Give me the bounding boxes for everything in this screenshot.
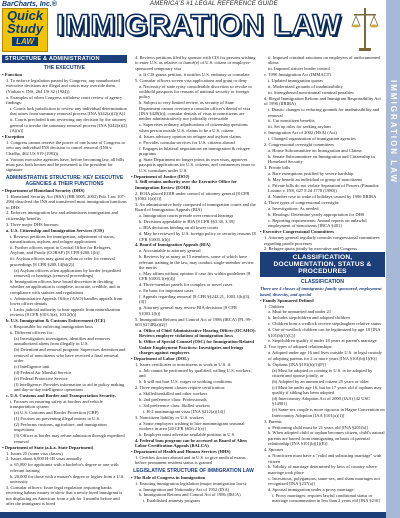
- text-line: iii. Imposed stricter border control: [268, 66, 330, 72]
- text-line: i. Responsible for enforcing immigration laws: [10, 324, 93, 330]
- text-line: d. Three-member panels for complex or novel cases: [139, 282, 233, 288]
- text-line: b. 2nd preference class: Professionals: [139, 396, 207, 402]
- text-line: b. U.S. Immigration & Customs Enforcement (ICE): [6, 318, 106, 324]
- text-line: b. Subject to very limited review, as security of State Department cannot overturn a consular officer's denial of visa [INA §428(b)]; consular denials of visas to noncitizens are neither administratively nor judicially reviewable: [139, 100, 251, 122]
- text-line: (2) Performs customs, agriculture, and immigration inspections: [14, 421, 107, 433]
- text-line: (3) Officer at border may refuse admission through expedited removal: [14, 433, 125, 444]
- text-line: i. Courts lack jurisdiction to review any individual determination that arises from summary removal process [INA §242(a)(2)(A)]: [10, 105, 127, 117]
- text-line: 2. Two types of adopted relationships:: [264, 344, 333, 350]
- text-line: b. Validity of marriage determined by laws of country where marriage took place: [268, 464, 377, 475]
- logo-word-1: Quick: [6, 8, 44, 23]
- text-line: 3. Private bills: [264, 165, 291, 171]
- text-line: 3. Three major DHS bureaus:: [6, 221, 60, 227]
- text-line: a. Various executive agencies have, before becoming law, all bills must pass both houses and be presented to the president for signature: [6, 156, 125, 173]
- text-line: i. Drastic changes to reducing grounds for inadmissibility and removal: [268, 107, 380, 118]
- text-line: ii. Different officers for:: [10, 329, 54, 335]
- text-line: • Executive Congressional Committees: [260, 229, 334, 235]
- text-line: b. Employer must advertise available position in U.S.: [139, 431, 236, 437]
- text-line: c. 3rd preference class: Skilled workers: [139, 402, 210, 408]
- text-line: i. Changed organization of immigration agencies: [268, 136, 356, 142]
- text-line: (d) Federal Air Marshal Service: [14, 369, 72, 375]
- text-line: 5. Consular officers screen visa applications and grant or deny: [135, 77, 248, 83]
- text-line: i. Focuses on ensuring safety at borders and vehicle transportation system: [10, 398, 103, 410]
- text-line: a. Accountable to attorney general: [139, 248, 201, 254]
- logo-law-badge: LAW: [12, 37, 38, 46]
- text-line: a. Job cannot be performed by qualified, willing U.S. workers; and: [139, 367, 252, 379]
- text-line: b. When adopted child or orphan becomes citizen, child's natural parents are barred from immigrating on basis of parental relationship [INA §101(b)(1)(E)]: [268, 430, 385, 447]
- text-line: 1. Children: [264, 303, 285, 309]
- text-line: a. Noncitizen must have a "valid and subsisting marriage" with citizen: [268, 453, 382, 464]
- section-heading: CLASSIFICATION, DOCUMENTATION, STATUS & PROCEDURES: [260, 252, 385, 277]
- logo-word-2: Study: [6, 21, 44, 36]
- text-line: • Department of Labor (DOL): [131, 356, 189, 362]
- text-line: (a) Must be adopted or coming to U.S. to be adopted by citizen and spouse jointly, or: [272, 367, 373, 378]
- text-line: e. Stepchildren qualify if under 18 years at parent's marriage: [268, 338, 377, 344]
- header: [0, 0, 400, 55]
- text-line: 1. Certifies doctors abroad and in U.S. to give medical exams before permanent resident status is granted: [135, 454, 246, 466]
- text-line: b. Office of Special Counsel (OSC) for Immigration-Related Unfair Employment Practices: Investigates and brings charges against employers: [139, 339, 254, 356]
- publisher-brand: BarCharts, Inc.®: [2, 1, 57, 8]
- text-line: ii. Further officers report to Central Office for Refugees, Asylum, and Parole (CORAP) [8 CFR §208.1(b)]: [10, 244, 112, 256]
- text-line: 4. Board of Immigration Appeals (BIA): [135, 242, 211, 248]
- text-line: d. Issues advisory opinion on refugee and asylum claims: [139, 133, 241, 139]
- text-line: a. 65,000 for applicants with a bachelor's degree or one with relevant training: [10, 462, 119, 473]
- text-line: 4. Three types of congressional oversight:: [264, 200, 340, 206]
- text-line: 1. Enacting immigration legislation (major immigration laws):: [135, 480, 248, 486]
- text-line: 3. Noncitizen liability or U.S. workers: [135, 414, 204, 420]
- text-line: (d) Intercountry Adoption Act of 2000 (IAA) [42 USC §14901]: [272, 396, 370, 407]
- text-line: b. Immigration Reform and Control Act of 1986 (IRCA): [139, 492, 241, 498]
- text-block: [2, 188, 127, 507]
- text-line: b. 20,000 for those with a master's degree or higher from a U.S. university: [10, 473, 125, 485]
- text-block: [260, 55, 385, 252]
- text-line: 2. Congressional oversight committees: [264, 142, 334, 148]
- column-1: [2, 55, 127, 517]
- text-line: iii. Set up rules for seeking asylum: [268, 124, 331, 130]
- text-line: b. Immigration officers have broad discretion in deciding whether an application is complete, accurate, credible, and in compliance with statutes and regulations: [10, 278, 121, 295]
- text-line: b. Reviews by as many as 15 members, some of which have relevant training in the law, may conduct single-member review the merits: [139, 254, 255, 271]
- text-line: (b) Detention and removal program: Supervises detention and removal of noncitizens who have received a final removal order: [14, 347, 126, 363]
- text-line: a. Petitioning child must be 21 years old [INA §201(b)]: [268, 424, 368, 430]
- subsection-heading: THE EXECUTIVE: [43, 65, 86, 71]
- text-line: i. H-2 nonimmigrant visas [INA §212(a)(14)]: [143, 408, 225, 414]
- text-line: i. Updated immigration quotas: [268, 78, 323, 84]
- text-line: i. Lacks judicial authority to hear appeals from naturalization reviews [8 CFR §103.3(a), 103.2(b)]: [10, 306, 121, 318]
- text-line: 1. Congress cannot reserve the power of one house of Congress to veto any individual INS decision to cancel removal (INS v. Chadha, 462 US 919 (1983)): [6, 139, 125, 156]
- text-line: (a) Asylum officers often applications by border (expedited removal) or hearings (removal proceedings): [14, 267, 121, 278]
- text-line: • Family Sponsored Defined: [260, 297, 314, 303]
- text-line: (c) Intelligence unit: [14, 363, 50, 369]
- text-line: • Department of Justice (DOJ): [131, 173, 190, 179]
- text-line: 1. Still retains authority over the Executive Office for Immigration Review (EOIR): [135, 179, 237, 190]
- justice-scale-icon: [350, 4, 380, 52]
- text-line: b. Includes stepchildren and adopted children: [268, 315, 350, 321]
- text-line: 3. Parents: [264, 418, 282, 424]
- text-line: a. Necessity of state ryasy considerable discretion so revoke or withhold passports for reasons of national security or foreign policy: [139, 83, 252, 100]
- text-block: [2, 72, 127, 173]
- text-line: b. Decisions appealable to BIA [8 CFR §§3.38, 3.39]: [139, 219, 235, 225]
- text-line: 2. Issues about 6,000 H-1B visas annually: [6, 456, 82, 462]
- text-line: i. Reviews petitions for immigration, adjustment of status, naturalization, asylum, and refugee applications: [10, 233, 115, 244]
- text-line: f. Engages in bilateral negotiations on immigration & refugee programs: [139, 145, 250, 156]
- text-line: f. Appeals regarding removal [8 CFR §§242.21, 1003.1(b)(3), (4)]: [139, 294, 251, 305]
- text-line: • Department of Homeland Security (DHS): [2, 187, 85, 193]
- text-line: c. Children born a wedlock receive stepdaughter relative status: [268, 321, 382, 327]
- text-line: i. Proxy marriages: requires lawful conditional status or marriage consummation in less than 2 years old [INA §216]: [272, 492, 380, 504]
- text-line: c. Incestuous, polygamous, same-sex, and sham marriages not recognized [INA §237(a)]: [268, 475, 380, 487]
- column-3: [260, 55, 385, 517]
- text-line: ii. Cut noncitizen benefits: [268, 118, 315, 124]
- text-line: 2. EOIA placed EOIR under control of attorney general [8 CFR §1003.1(a)(1)]: [135, 190, 250, 202]
- text-line: c. Supervises ordinary adjudications of citizenship questions when person outside U.S. claims to be a U.S. citizen: [139, 122, 248, 133]
- text-line: 4. Federal loan program can be accessed as Board of Alien Labor Certification Appeals (BALCA): [135, 437, 247, 449]
- text-line: 1. Issues 25 (some visa classes): [6, 450, 63, 456]
- text-line: 2. Enforces immigration law and administers immigration and citizenship benefits: [6, 210, 118, 221]
- text-line: b. May benefit an individual or group of noncitizens: [268, 177, 363, 183]
- text-line: (a) Investigation: investigates, identifies and removes unauthorized aliens from illegally in U.S.: [14, 335, 111, 347]
- text-line: 4. Spouses: [264, 447, 284, 453]
- text-line: d. Number rose in wake of holidays caused by 1996 IIRIRA: [268, 194, 377, 200]
- text-line: b. Orphans [INA §101(b)(1)(F)]: [268, 361, 326, 367]
- text-block: [131, 55, 256, 466]
- side-tab-label: IMMIGRATION LAW: [389, 80, 398, 185]
- text-line: d. Out-of-wedlock children can be legitimized by age 18 [INA §101(b)(1)(C)]: [268, 327, 381, 338]
- text-block: [260, 298, 385, 504]
- text-line: c. Private bills do not violate Separation of Powers (Pinandoz Lozano v. INS, 627 F.2d 1778 (1980)): [268, 182, 379, 194]
- text-line: b. Senate Subcommittee on Immigration and Citizenship in Homeland Security: [268, 153, 375, 165]
- text-line: d. May be reviewed by U.S. foreign policy or security reasons [8 CFR §1003.1(h)]: [139, 231, 256, 242]
- text-line: b. It will not hurt U.S. wages or working conditions: [139, 379, 232, 385]
- text-line: g. Attorney general may review BIA decisions [8 CFR §1003.1(h)]: [139, 305, 237, 316]
- text-line: 1. To enforce legislation passed by Congress; any unauthorized executive decisions are illegal and courts may override them (Yiulian v. INS, 264 US 32 (1924)): [6, 77, 120, 94]
- subsection-heading: ADMINISTRATIVE STRUCTURE: KEY EXECUTIVE AGENCIES & THEIR FUNCTIONS: [5, 174, 124, 187]
- column-2: [131, 55, 256, 517]
- subsection-heading: CLASSIFICATION: [300, 279, 345, 286]
- text-line: c. U.S. Customs and Border and Transportation Security.: [6, 392, 116, 398]
- subsection-heading: LEGISLATIVE STRUCTURE OF IMMIGRATION LAW: [133, 467, 254, 474]
- text-line: • Function: [2, 72, 22, 77]
- text-line: a. Immigration and Nationality Act of 1952 (INA): [139, 486, 230, 492]
- text-line: a. House Subcommittee on Immigration and Claims: [268, 148, 362, 153]
- text-line: 1. Attorney general regularly consults congressional committees regarding parole processes: [264, 235, 380, 246]
- text-line: c. 1990 Immigration Act (IMMACT): [264, 72, 331, 78]
- page-title: IMMIGRATION LAW: [56, 9, 342, 42]
- text-line: e. Immigration Act of 2002 (HSA) (Act): [264, 130, 337, 136]
- tagline: AMERICA'S #1 LEGAL REFERENCE GUIDE: [150, 1, 278, 7]
- text-line: iii. Asylum officers may grant asylum or refer for removal proceedings [8 CFR §208.14(b)(2)]: [10, 256, 115, 267]
- text-line: a. Adopted under age 16 and lives outside U.S. in legal custody of adopting parents for 2 or more years [INA §101(b)(1)(E)]: [268, 350, 382, 361]
- text-line: • Exception: [2, 133, 24, 139]
- text-line: b. Hearings: Determine yearly appropriation for DHS: [268, 211, 365, 217]
- intro-text: There are 4 classes of immigrants: family sponsored, employment based, diversity, and special: [260, 286, 382, 297]
- text-line: • The Role of Congress in Immigration: [131, 474, 206, 480]
- text-line: a. Examples of when Congress withdrew court review of agency findings:: [6, 94, 123, 106]
- text-line: (e) Same-sex couple is more rigorous in Hague Convention on Intercountry Adoption [IAA §101(a)(1)]: [272, 407, 385, 418]
- text-line: (c) Must be under age 16, but be 17 years old if orphans may qualify if sibling has been adopted: [272, 384, 382, 396]
- text-line: 2. Refugee quota jointly by executive and Congress: [264, 246, 357, 252]
- quickstudy-logo: [2, 8, 48, 52]
- text-line: a. Some employers wishing to hire nonimmigrant seasonal workers in area [20 CFR §656.21(e)]: [139, 420, 245, 431]
- side-tab: [386, 0, 400, 518]
- text-line: a. Investigations: As needed: [268, 206, 319, 212]
- footer-bar: [0, 512, 386, 518]
- text-line: a. Skilled/unskilled and other workers: [139, 390, 208, 396]
- text-line: (a) U.S. Customs and Border Protection (CBP): [14, 410, 99, 416]
- text-line: ii. Imposed criminal sanctions on employers of undocumented aliens: [268, 55, 381, 66]
- text-line: d. Illegal Immigration Reform and Immigrant Responsibility Act of 1996 (IIRIRA): [264, 95, 381, 107]
- text-line: 1. Homeland Security Act (HSA) (HR 5005, 2002) Pub. Law 107-296) dissolved the INS and transferred most immigration functions to DHS: [6, 193, 127, 210]
- text-line: d. Spousal immigration under a proxy marriage:: [268, 487, 355, 493]
- text-line: i. Established amnesty program: [143, 498, 200, 504]
- text-line: a. Rare exemptions justified by severe hardship: [268, 171, 354, 177]
- text-line: (b) Adopted by an unmarried citizen 25 years or older: [272, 378, 369, 384]
- text-line: a. Office of Chief Administrative Hearing Officer (OCAHO): Reviews employer violations of immigration laws: [139, 328, 256, 339]
- text-line: c. Administrative Appeals Office (AAO) handles appeals from lower officer denials: [10, 295, 123, 306]
- text-line: a. Immigration courts preside over removal hearings: [139, 213, 234, 219]
- text-line: 1. Issues certificates to noncitizens to work in U.S. if:: [135, 361, 232, 367]
- text-line: a. U.S. Citizenship and Immigration Services (CIS): [6, 227, 104, 233]
- text-line: 3. Consular officers: Issue legal regulation requiring banks receiving habeas money to show that a newly hired immigrant is not displacing an American from a job for 3 months before and after the immigrant is hired: [6, 484, 123, 507]
- text-line: (e) Federal Protective Service: [14, 375, 68, 381]
- text-line: iii. Strengthened noncriminal criminal penalties: [268, 89, 354, 95]
- text-line: • Department of Health and Human Services (HHS): [131, 449, 231, 455]
- text-line: ii. Modernized grounds of inadmissibility: [268, 84, 343, 90]
- text-line: 5. Immigration Reform and Control Act of 1986 (IRCA) [PL 99-603 §274B(a)(2)]: [135, 316, 252, 328]
- text-line: g. State Department no longer prints its own visas, approves passports applications for U.S. citizens, and commences issue to U.S. consulates under U.S.: [139, 156, 255, 173]
- text-line: c. Reporting requirements: Annual reports on unlawful employment of noncitizens [IRCA §401]: [268, 217, 367, 229]
- text-line: • Department of State (a.k.a. State Department): [2, 444, 94, 450]
- text-line: 4. Reviews petitions filed by sponsor with CIS for persons wishing to enter U.S. as relative or fiancé(e) of U.S. citizen or employer-sponsored temporary visa: [135, 55, 256, 71]
- text-line: c. May affirm without opinion if case fits within guidelines [8 CFR §1003.1(e)(4)]: [139, 270, 251, 282]
- text-line: 3. An administrative body composed of immigration courts and the Board of Immigration Appeals (BIA): [135, 202, 256, 213]
- text-line: 2. Three employment classes require certification:: [135, 385, 226, 391]
- section-heading: STRUCTURE & ADMINISTRATION: [2, 55, 127, 63]
- text-line: a. If CIS grants petition, it notifies U.S. embassy or consulate: [139, 71, 250, 77]
- text-line: e. Provides consular services for U.S. citizens abroad: [139, 139, 235, 145]
- text-line: (f) Intelligence: Provides information to aid in policy making and day-to-day intelligence operations: [14, 381, 125, 393]
- text-line: (1) Focuses on preventing illegal entries to U.S.: [14, 416, 101, 422]
- text-block: [131, 475, 256, 504]
- text-line: a. Must be unmarried and under 21: [268, 309, 332, 315]
- text-line: c. BIA decisions binding on all lower courts: [139, 225, 219, 231]
- text-line: e. En banc for important cases: [139, 288, 194, 294]
- text-line: ii. Courts precluded from reviewing any decision by the attorney general to invoke the summary removal process [INA §242(a)(2)(A)(ii)]: [10, 117, 127, 134]
